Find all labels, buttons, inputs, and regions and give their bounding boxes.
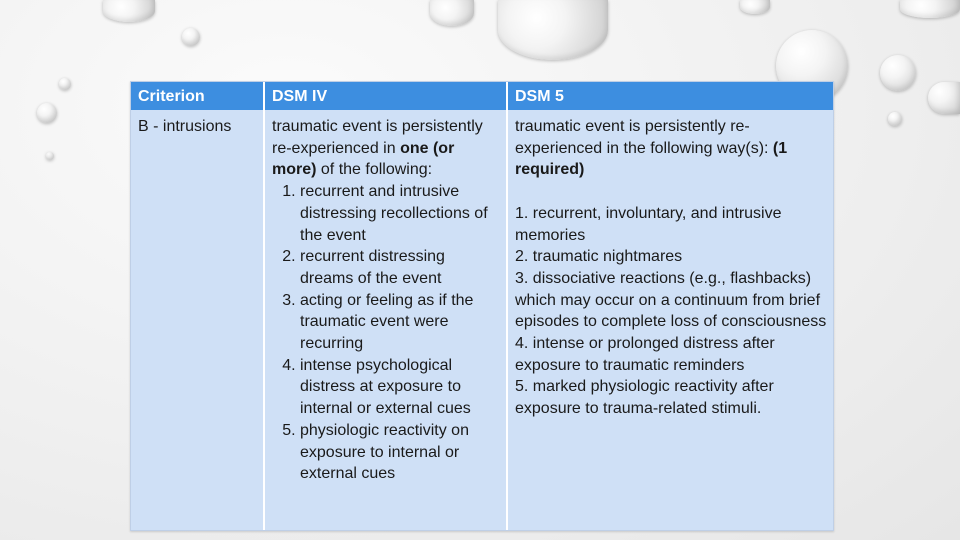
header-criterion: Criterion: [138, 88, 205, 105]
criterion-cell: [138, 116, 260, 138]
comparison-table: [130, 81, 834, 531]
water-droplet: [740, 0, 770, 14]
water-droplet: [103, 0, 155, 22]
list-item: 4. intense or prolonged distress after exposure to traumatic reminders: [515, 335, 775, 374]
list-item: 3. acting or feeling as if the traumatic event were recurring: [300, 290, 502, 355]
water-droplet: [498, 0, 608, 60]
header-dsm5: DSM 5: [515, 88, 564, 105]
water-droplet: [46, 152, 54, 160]
list-item: 1. recurrent, involuntary, and intrusive memories: [515, 204, 782, 244]
dsm4-cell: [272, 116, 502, 485]
list-item: 4. intense psychological distress at exposure to internal or external cues: [300, 355, 502, 420]
list-item: 2. recurrent distressing dreams of the event: [300, 246, 502, 289]
dsm5-cell: [515, 116, 831, 420]
list-item: 5. physiologic reactivity on exposure to internal or external cues: [300, 420, 502, 485]
list-item: 5. marked physiologic reactivity after exposure to trauma-related stimuli.: [515, 378, 774, 418]
dsm4-intro: traumatic event is persistently re-experienced in one (or more) of the following:: [272, 118, 483, 179]
dsm5-intro: traumatic event is persistently re-experienced in the following way(s): (1 required): [515, 118, 788, 179]
water-droplet: [430, 0, 474, 26]
column-divider: [506, 82, 508, 530]
water-droplet: [888, 112, 902, 126]
list-item: 1. recurrent and intrusive distressing recollections of the event: [300, 181, 502, 246]
dsm5-list: [515, 203, 831, 420]
dsm4-list: [272, 181, 502, 485]
list-item: 3. dissociative reactions (e.g., flashbacks) which may occur on a continuum from brief episodes to complete loss of consciousness: [515, 269, 827, 331]
criterion-label: B - intrusions: [138, 118, 232, 135]
water-droplet: [37, 103, 57, 123]
table-header-row: [131, 82, 833, 110]
water-droplet: [59, 78, 71, 90]
list-item: 2. traumatic nightmares: [515, 248, 683, 266]
header-dsm4: DSM IV: [272, 88, 328, 105]
water-droplet: [880, 55, 916, 91]
water-droplet: [182, 28, 200, 46]
water-droplet: [928, 82, 960, 114]
water-droplet: [900, 0, 960, 18]
column-divider: [263, 82, 265, 530]
